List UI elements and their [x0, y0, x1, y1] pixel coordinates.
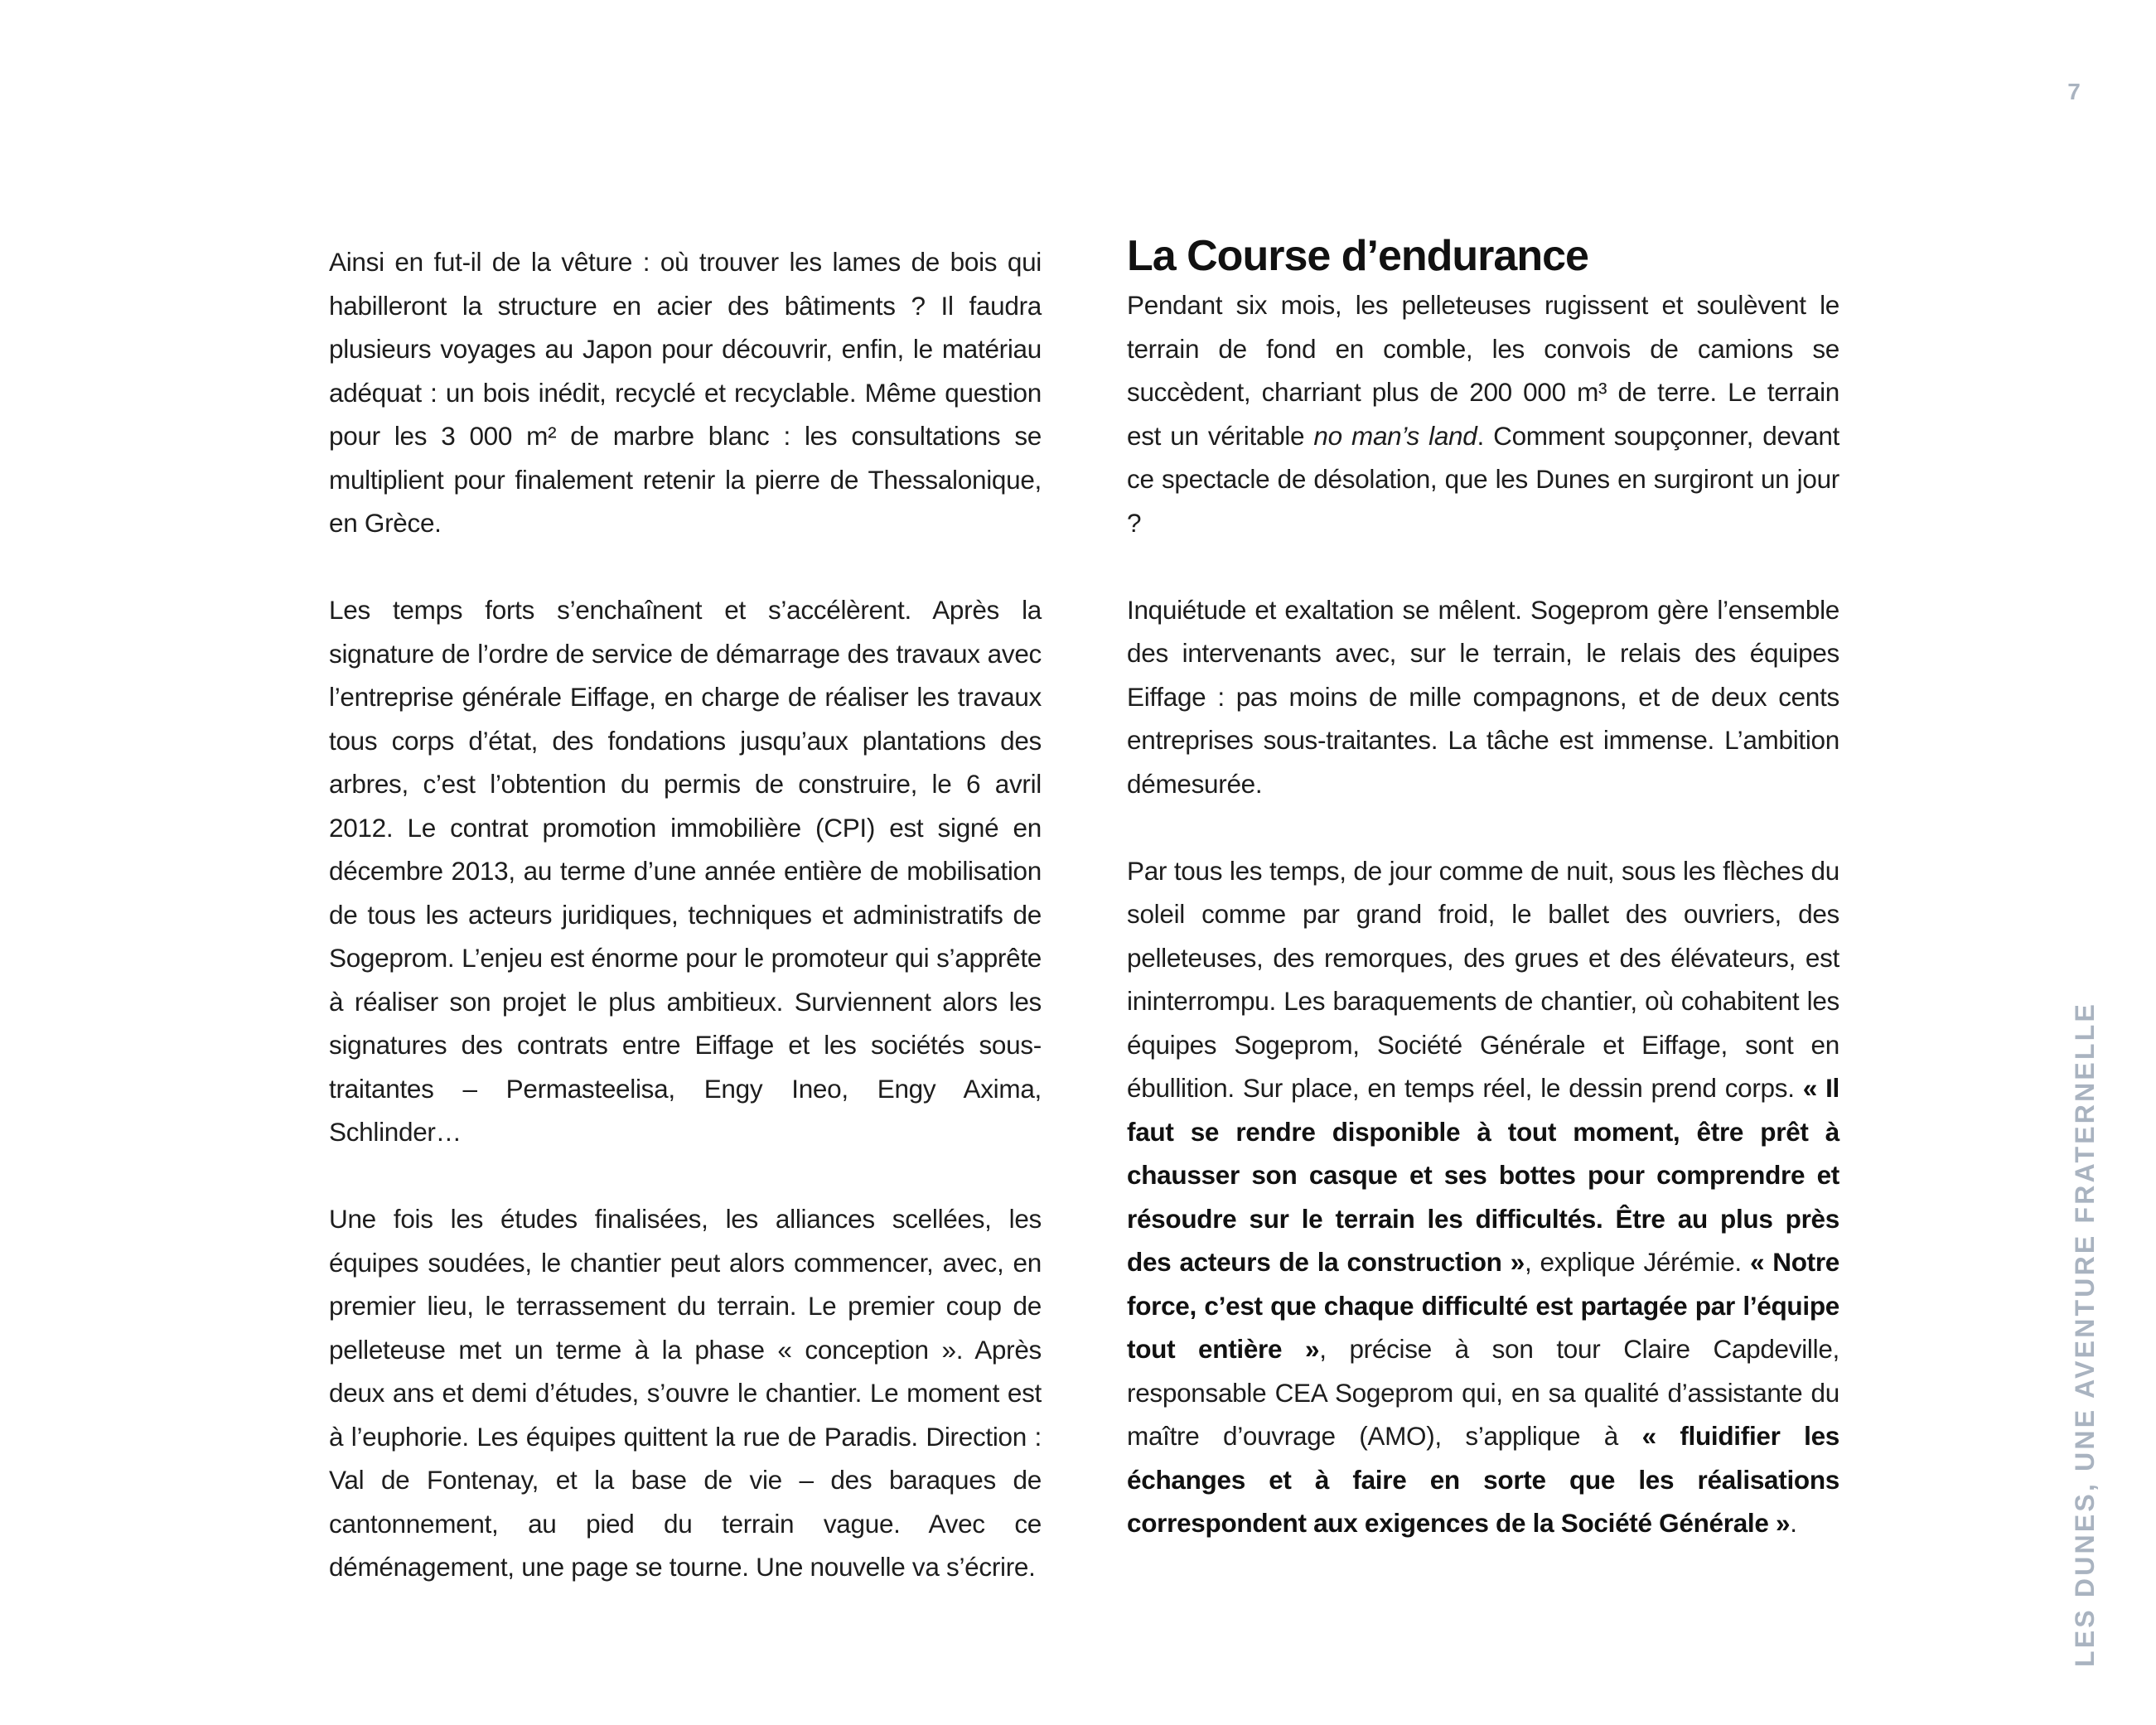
paragraph [1127, 283, 1839, 544]
quote: « Notre force, c’est que chaque difficulté est partagée par l’équipe tout entière » [1127, 1247, 1840, 1364]
paragraph: Ainsi en fut-il de la vêture : où trouver les lames de bois qui habilleront la structure en acier des bâtiments ? Il faudra plusieurs voyages au Japon pour découvrir, enfin, le matériau adéquat : un bois inédit, recyclé et recyclable. Même question pour les 3 000 m² de marbre blanc : les consultations se multiplient pour finalement retenir la pierre de Thessalonique, en Grèce. [329, 247, 1042, 538]
running-title: LES DUNES, UNE AVENTURE FRATERNELLE [2070, 1002, 2100, 1667]
paragraph: Les temps forts s’enchaînent et s’accélèrent. Après la signature de l’ordre de service de démarrage des travaux avec l’entreprise générale Eiffage, en charge de réaliser les travaux tous corps d’état, des fondations jusqu’aux plantations des arbres, c’est l’obtention du permis de construire, le 6 avril 2012. Le contrat promotion immobilière (CPI) est signé en décembre 2013, au terme d’une année entière de mobilisation de tous les acteurs juridiques, techniques et administratifs de Sogeprom. L’enjeu est énorme pour le promoteur qui s’apprête à réaliser son projet le plus ambitieux. Surviennent alors les signatures des contrats entre Eiffage et les sociétés sous-traitantes – Permasteelisa, Engy Ineo, Engy Axima, Schlinder… [329, 595, 1042, 1147]
italic-phrase: no man’s land [1313, 420, 1477, 451]
text-run: , explique Jérémie. [1524, 1247, 1750, 1277]
paragraph: Inquiétude et exaltation se mêlent. Sogeprom gère l’ensemble des intervenants avec, sur le terrain, le relais des équipes Eiffage : pas moins de mille compagnons, et de deux cents entreprises sous-traitantes. La tâche est immense. L’ambition démesurée. [1127, 594, 1839, 799]
left-column [329, 240, 1042, 1632]
right-column [1127, 230, 1839, 1588]
text-run: Pendant six mois, les pelleteuses rugissent et soulèvent le terrain de fond en comble, les convois de camions se succèdent, charriant plus de 200 000 m³ de terre. Le terrain est un véritable [1127, 290, 1839, 451]
page-number: 7 [2067, 79, 2081, 104]
text-run: . [1790, 1508, 1797, 1538]
quote: « Il faut se rendre disponible à tout moment, être prêt à chausser son casque et ses bottes pour comprendre et résoudre sur le terrain les difficultés. Être au plus près des acteurs de la construction » [1127, 1073, 1839, 1277]
text-run: . Comment soupçonner, devant ce spectacle de désolation, que les Dunes en surgiront un jour ? [1127, 420, 1840, 538]
paragraph [1127, 849, 1839, 1545]
section-heading: La Course d’endurance [1127, 232, 1588, 280]
quote: « fluidifier les échanges et à faire en sorte que les réalisations correspondent aux exigences de la Société Générale » [1127, 1421, 1840, 1538]
paragraph: Une fois les études finalisées, les alliances scellées, les équipes soudées, le chantier peut alors commencer, avec, en premier lieu, le terrassement du terrain. Le premier coup de pelleteuse met un terme à la phase « conception ». Après deux ans et demi d’études, s’ouvre le chantier. Le moment est à l’euphorie. Les équipes quittent la rue de Paradis. Direction : Val de Fontenay, et la base de vie – des baraques de cantonnement, au pied du terrain vague. Avec ce déménagement, une page se tourne. Une nouvelle va s’écrire. [329, 1204, 1042, 1582]
text-run: Par tous les temps, de jour comme de nuit, sous les flèches du soleil comme par grand froid, le ballet des ouvriers, des pelleteuses, des remorques, des grues et des élévateurs, est ininterrompu. Les baraquements de chantier, où cohabitent les équipes Sogeprom, Société Générale et Eiffage, sont en ébullition. Sur place, en temps réel, le dessin prend corps. [1127, 855, 1839, 1103]
text-run: , précise à son tour Claire Capdeville, responsable CEA Sogeprom qui, en sa qualité d’assistante du maître d’ouvrage (AMO), s’applique à [1127, 1334, 1839, 1451]
